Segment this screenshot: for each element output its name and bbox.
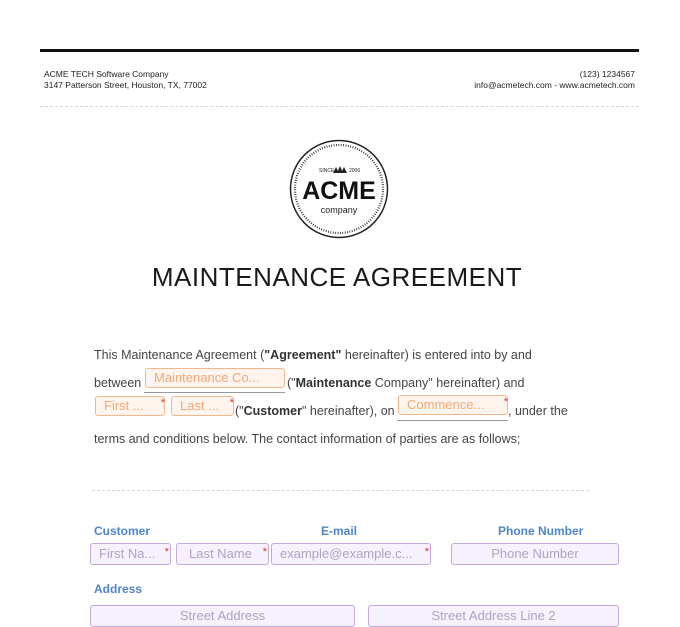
email-label: E-mail: [321, 524, 358, 538]
header-top-rule: [40, 49, 639, 52]
company-phone: (123) 1234567: [579, 69, 635, 79]
phone-input[interactable]: Phone Number: [451, 543, 619, 565]
customer-first-name-field[interactable]: First ... *: [95, 396, 165, 416]
company-name: ACME TECH Software Company: [44, 69, 169, 79]
company-email-web: info@acmetech.com - www.acmetech.com: [474, 80, 635, 90]
contact-info: [474, 69, 635, 91]
logo-name: ACME: [302, 177, 376, 205]
paragraph-line-3: ("Customer" hereinafter), on , under the: [235, 404, 568, 418]
phone-label: Phone Number: [498, 524, 584, 538]
logo-subtitle: company: [320, 205, 358, 215]
required-asterisk: *: [164, 546, 169, 558]
required-asterisk: *: [503, 396, 508, 408]
required-asterisk: *: [262, 546, 267, 558]
paragraph-line-4: terms and conditions below. The contact information of parties are as follows;: [94, 432, 521, 446]
logo-since: SINCE: [319, 168, 335, 174]
required-asterisk: *: [424, 546, 429, 558]
address-label: Address: [94, 582, 143, 596]
commencement-date-field[interactable]: Commence... *: [398, 395, 508, 415]
last-name-input[interactable]: Last Name *: [176, 543, 269, 565]
customer-last-name-field[interactable]: Last ... *: [171, 396, 234, 416]
company-address: 3147 Patterson Street, Houston, TX, 77002: [44, 80, 207, 90]
acme-logo: [289, 139, 389, 239]
header-divider: [40, 106, 639, 107]
first-name-input[interactable]: First Na... *: [90, 543, 171, 565]
required-asterisk: *: [160, 397, 165, 409]
logo-year: 2006: [349, 168, 361, 174]
document-title: MAINTENANCE AGREEMENT: [151, 262, 523, 292]
paragraph-line-1: This Maintenance Agreement ("Agreement" hereinafter) is entered into by and: [94, 348, 532, 362]
company-info: [44, 69, 207, 91]
customer-label: Customer: [94, 524, 151, 538]
section-divider: [92, 490, 589, 491]
maintenance-company-field[interactable]: Maintenance Co...: [145, 368, 285, 388]
email-input[interactable]: example@example.c... *: [271, 543, 431, 565]
required-asterisk: *: [229, 397, 234, 409]
paragraph-line-2: between ("Maintenance Company" hereinafter) and: [94, 376, 525, 390]
street-address-input[interactable]: Street Address: [90, 605, 355, 627]
street-address-line2-input[interactable]: Street Address Line 2: [368, 605, 619, 627]
